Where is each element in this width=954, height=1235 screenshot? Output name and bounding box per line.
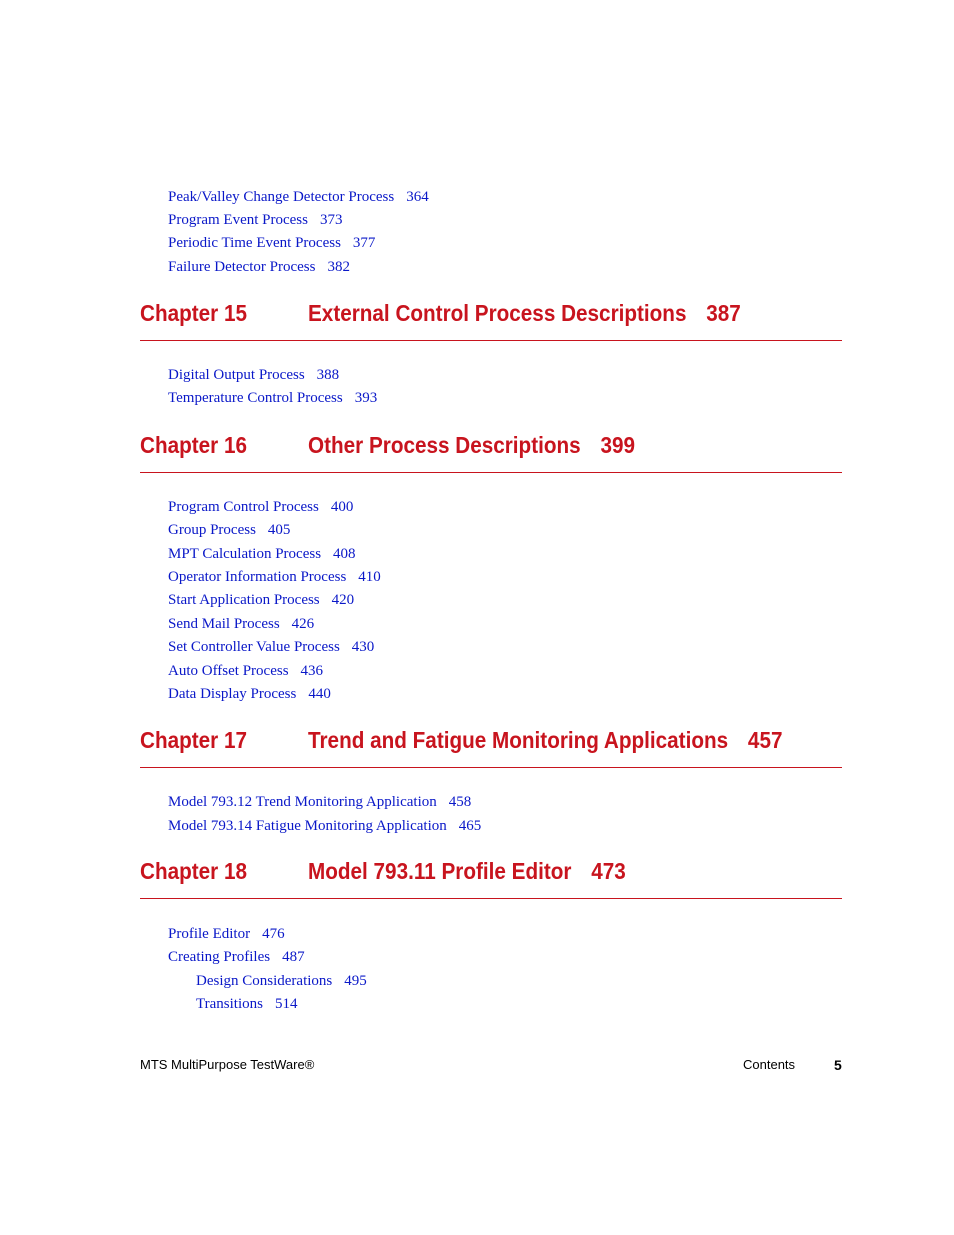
toc-entry-title: Auto Offset Process	[168, 663, 289, 679]
toc-entry-title: MPT Calculation Process	[168, 546, 322, 562]
toc-entry-auto-offset[interactable]	[168, 662, 323, 680]
toc-entry-page: 377	[352, 235, 376, 251]
toc-entry-page: 514	[274, 996, 298, 1012]
chapter-number[interactable]: Chapter 18	[140, 858, 247, 884]
toc-entry-mpt-calculation[interactable]	[168, 545, 356, 563]
toc-entry-page: 420	[331, 592, 355, 608]
toc-entry-page: 440	[308, 686, 331, 702]
toc-entry-title: Start Application Process	[168, 592, 320, 608]
toc-entry-page: 436	[300, 663, 324, 679]
chapter-heading-18	[140, 858, 842, 899]
chapter-heading-17	[140, 727, 842, 768]
toc-entry-group[interactable]	[168, 521, 290, 539]
toc-entry-title: Profile Editor	[168, 926, 251, 942]
toc-entry-data-display[interactable]	[168, 685, 331, 703]
toc-entry-peak-valley[interactable]	[168, 188, 429, 206]
toc-entry-title: Set Controller Value Process	[168, 639, 340, 655]
chapter-number[interactable]: Chapter 16	[140, 432, 247, 458]
chapter-title-link[interactable]	[308, 432, 635, 459]
toc-entry-title: Program Event Process	[168, 212, 308, 228]
toc-entry-title: Design Considerations	[196, 973, 333, 989]
footer-section-name: Contents	[743, 1057, 796, 1072]
toc-entry-trend-monitoring[interactable]	[168, 793, 471, 811]
toc-entry-page: 487	[282, 949, 305, 965]
chapter-page: 387	[706, 300, 741, 326]
toc-entry-program-event[interactable]	[168, 211, 342, 229]
toc-entry-page: 410	[358, 569, 381, 585]
chapter-title: Model 793.11 Profile Editor	[308, 858, 572, 884]
toc-entry-title: Digital Output Process	[168, 367, 305, 383]
toc-entry-page: 476	[262, 926, 285, 942]
toc-entry-page: 405	[267, 522, 291, 538]
chapter-heading-16	[140, 432, 842, 473]
chapter-title: Other Process Descriptions	[308, 432, 581, 458]
chapter-heading-15	[140, 300, 842, 341]
toc-entry-page: 393	[354, 390, 378, 406]
toc-entry-periodic-time-event[interactable]	[168, 234, 375, 252]
footer-page-number: 5	[834, 1057, 842, 1073]
chapter-page: 473	[591, 858, 626, 884]
toc-entry-title: Periodic Time Event Process	[168, 235, 341, 251]
toc-entry-profile-editor[interactable]	[168, 925, 285, 943]
toc-entry-page: 458	[448, 794, 472, 810]
chapter-title: Trend and Fatigue Monitoring Applications	[308, 727, 729, 753]
toc-entry-transitions[interactable]	[196, 995, 297, 1013]
toc-entry-title: Creating Profiles	[168, 949, 271, 965]
footer-document-title: MTS MultiPurpose TestWare®	[140, 1057, 315, 1072]
toc-entry-design-considerations[interactable]	[196, 972, 367, 990]
toc-entry-set-controller-value[interactable]	[168, 638, 374, 656]
toc-entry-page: 373	[319, 212, 343, 228]
toc-entry-page: 495	[344, 973, 367, 989]
toc-entry-title: Data Display Process	[168, 686, 297, 702]
toc-entry-operator-information[interactable]	[168, 568, 381, 586]
toc-entry-title: Transitions	[196, 996, 263, 1012]
toc-entry-program-control[interactable]	[168, 498, 353, 516]
chapter-number[interactable]: Chapter 17	[140, 727, 247, 753]
chapter-page: 457	[747, 727, 783, 753]
chapter-title-link[interactable]	[308, 300, 741, 327]
toc-entry-page: 382	[327, 259, 350, 275]
toc-entry-creating-profiles[interactable]	[168, 948, 305, 966]
toc-entry-page: 364	[406, 189, 429, 205]
toc-entry-page: 430	[351, 639, 375, 655]
toc-entry-page: 465	[458, 818, 482, 834]
toc-entry-title: Temperature Control Process	[168, 390, 343, 406]
toc-entry-title: Group Process	[168, 522, 256, 538]
toc-entry-title: Failure Detector Process	[168, 259, 316, 275]
toc-entry-send-mail[interactable]	[168, 615, 314, 633]
toc-entry-title: Model 793.14 Fatigue Monitoring Application	[168, 818, 447, 834]
toc-entry-title: Operator Information Process	[168, 569, 347, 585]
toc-entry-page: 388	[316, 367, 340, 383]
toc-entry-title: Model 793.12 Trend Monitoring Application	[168, 794, 437, 810]
toc-entry-title: Program Control Process	[168, 499, 319, 515]
toc-entry-start-application[interactable]	[168, 591, 354, 609]
toc-entry-failure-detector[interactable]	[168, 258, 350, 276]
toc-entry-fatigue-monitoring[interactable]	[168, 817, 481, 835]
chapter-title-link[interactable]	[308, 727, 782, 754]
toc-entry-page: 408	[333, 546, 356, 562]
toc-entry-temperature-control[interactable]	[168, 389, 377, 407]
chapter-number[interactable]: Chapter 15	[140, 300, 247, 326]
toc-entry-title: Send Mail Process	[168, 616, 280, 632]
toc-entry-title: Peak/Valley Change Detector Process	[168, 189, 395, 205]
chapter-title-link[interactable]	[308, 858, 626, 885]
chapter-page: 399	[600, 432, 635, 458]
toc-entry-page: 426	[291, 616, 315, 632]
toc-entry-page: 400	[330, 499, 354, 515]
chapter-title: External Control Process Descriptions	[308, 300, 687, 326]
toc-entry-digital-output[interactable]	[168, 366, 339, 384]
